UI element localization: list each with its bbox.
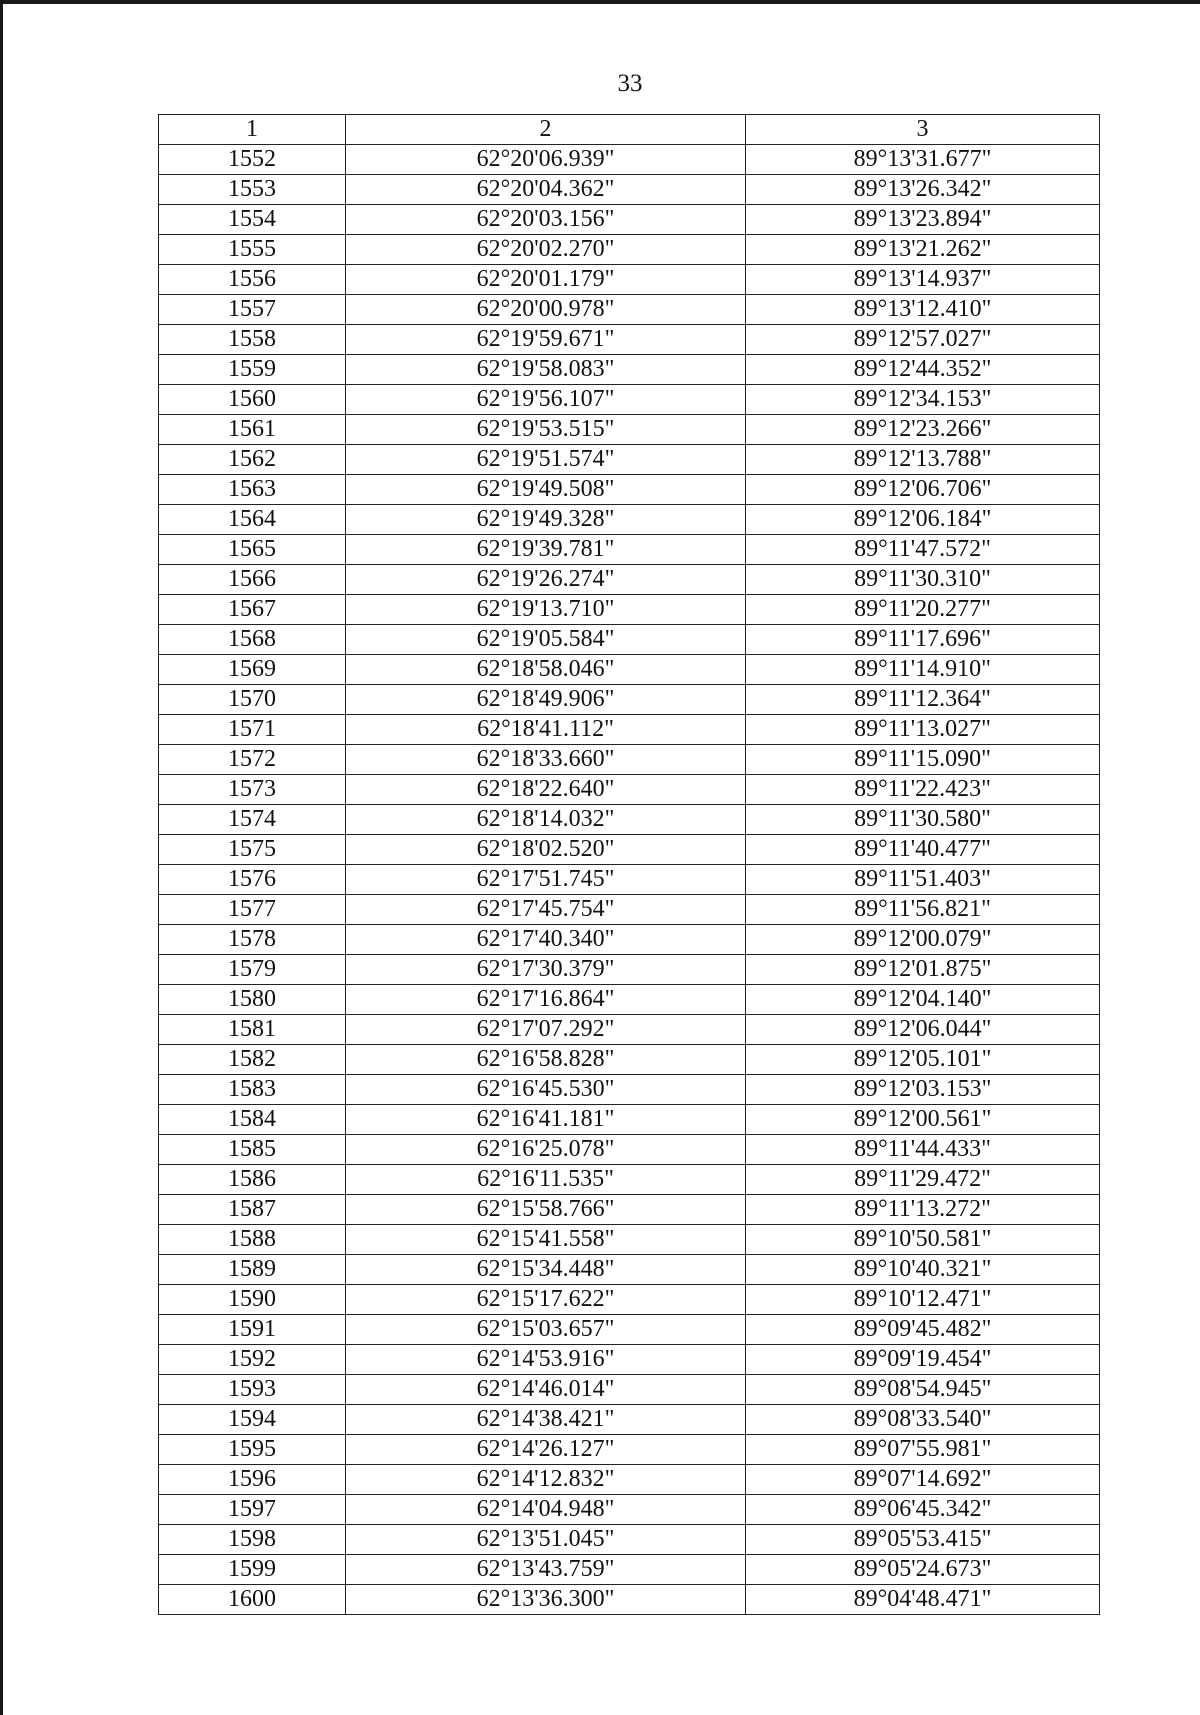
point-number-cell: 1571 <box>159 715 346 745</box>
latitude-cell: 62°15'41.558" <box>346 1225 746 1255</box>
point-number-cell: 1567 <box>159 595 346 625</box>
point-number-cell: 1581 <box>159 1015 346 1045</box>
point-number-cell: 1574 <box>159 805 346 835</box>
latitude-cell: 62°17'07.292" <box>346 1015 746 1045</box>
table-row <box>159 1045 1100 1075</box>
longitude-cell: 89°12'03.153" <box>746 1075 1100 1105</box>
latitude-cell: 62°20'02.270" <box>346 235 746 265</box>
scan-border-top <box>0 0 1200 4</box>
table-row <box>159 1495 1100 1525</box>
longitude-cell: 89°11'30.580" <box>746 805 1100 835</box>
column-header-2: 2 <box>346 115 746 145</box>
point-number-cell: 1580 <box>159 985 346 1015</box>
table-row <box>159 955 1100 985</box>
point-number-cell: 1576 <box>159 865 346 895</box>
table-row <box>159 655 1100 685</box>
latitude-cell: 62°13'51.045" <box>346 1525 746 1555</box>
point-number-cell: 1589 <box>159 1255 346 1285</box>
point-number-cell: 1564 <box>159 505 346 535</box>
longitude-cell: 89°05'53.415" <box>746 1525 1100 1555</box>
latitude-cell: 62°18'33.660" <box>346 745 746 775</box>
latitude-cell: 62°14'04.948" <box>346 1495 746 1525</box>
longitude-cell: 89°11'30.310" <box>746 565 1100 595</box>
point-number-cell: 1560 <box>159 385 346 415</box>
table-row <box>159 625 1100 655</box>
point-number-cell: 1575 <box>159 835 346 865</box>
table-row <box>159 355 1100 385</box>
longitude-cell: 89°12'00.079" <box>746 925 1100 955</box>
longitude-cell: 89°10'40.321" <box>746 1255 1100 1285</box>
latitude-cell: 62°18'41.112" <box>346 715 746 745</box>
table-row <box>159 865 1100 895</box>
longitude-cell: 89°11'56.821" <box>746 895 1100 925</box>
longitude-cell: 89°07'14.692" <box>746 1465 1100 1495</box>
longitude-cell: 89°09'19.454" <box>746 1345 1100 1375</box>
point-number-cell: 1579 <box>159 955 346 985</box>
table-row <box>159 1405 1100 1435</box>
longitude-cell: 89°12'44.352" <box>746 355 1100 385</box>
table-row <box>159 535 1100 565</box>
point-number-cell: 1555 <box>159 235 346 265</box>
latitude-cell: 62°14'46.014" <box>346 1375 746 1405</box>
point-number-cell: 1572 <box>159 745 346 775</box>
point-number-cell: 1578 <box>159 925 346 955</box>
point-number-cell: 1556 <box>159 265 346 295</box>
point-number-cell: 1590 <box>159 1285 346 1315</box>
point-number-cell: 1553 <box>159 175 346 205</box>
table-row <box>159 595 1100 625</box>
latitude-cell: 62°15'58.766" <box>346 1195 746 1225</box>
latitude-cell: 62°16'45.530" <box>346 1075 746 1105</box>
latitude-cell: 62°16'11.535" <box>346 1165 746 1195</box>
header-row <box>159 115 1100 145</box>
longitude-cell: 89°10'50.581" <box>746 1225 1100 1255</box>
longitude-cell: 89°11'15.090" <box>746 745 1100 775</box>
coordinates-table <box>158 114 1100 1615</box>
point-number-cell: 1597 <box>159 1495 346 1525</box>
longitude-cell: 89°08'33.540" <box>746 1405 1100 1435</box>
table-row <box>159 685 1100 715</box>
point-number-cell: 1582 <box>159 1045 346 1075</box>
latitude-cell: 62°18'49.906" <box>346 685 746 715</box>
longitude-cell: 89°11'29.472" <box>746 1165 1100 1195</box>
table-row <box>159 235 1100 265</box>
longitude-cell: 89°12'34.153" <box>746 385 1100 415</box>
longitude-cell: 89°04'48.471" <box>746 1585 1100 1615</box>
point-number-cell: 1587 <box>159 1195 346 1225</box>
table-row <box>159 1015 1100 1045</box>
table-row <box>159 205 1100 235</box>
point-number-cell: 1559 <box>159 355 346 385</box>
longitude-cell: 89°11'47.572" <box>746 535 1100 565</box>
longitude-cell: 89°11'40.477" <box>746 835 1100 865</box>
longitude-cell: 89°11'51.403" <box>746 865 1100 895</box>
longitude-cell: 89°12'06.706" <box>746 475 1100 505</box>
point-number-cell: 1584 <box>159 1105 346 1135</box>
latitude-cell: 62°17'30.379" <box>346 955 746 985</box>
table-row <box>159 775 1100 805</box>
point-number-cell: 1566 <box>159 565 346 595</box>
longitude-cell: 89°13'23.894" <box>746 205 1100 235</box>
latitude-cell: 62°14'53.916" <box>346 1345 746 1375</box>
longitude-cell: 89°12'57.027" <box>746 325 1100 355</box>
latitude-cell: 62°16'58.828" <box>346 1045 746 1075</box>
longitude-cell: 89°11'17.696" <box>746 625 1100 655</box>
latitude-cell: 62°19'26.274" <box>346 565 746 595</box>
table-row <box>159 505 1100 535</box>
table-row <box>159 1345 1100 1375</box>
latitude-cell: 62°16'25.078" <box>346 1135 746 1165</box>
latitude-cell: 62°14'12.832" <box>346 1465 746 1495</box>
longitude-cell: 89°11'14.910" <box>746 655 1100 685</box>
table-row <box>159 1585 1100 1615</box>
longitude-cell: 89°08'54.945" <box>746 1375 1100 1405</box>
table-row <box>159 1255 1100 1285</box>
point-number-cell: 1577 <box>159 895 346 925</box>
table-row <box>159 1315 1100 1345</box>
table-row <box>159 295 1100 325</box>
table-row <box>159 1075 1100 1105</box>
latitude-cell: 62°20'04.362" <box>346 175 746 205</box>
latitude-cell: 62°15'34.448" <box>346 1255 746 1285</box>
point-number-cell: 1561 <box>159 415 346 445</box>
table-row <box>159 1285 1100 1315</box>
table-row <box>159 715 1100 745</box>
table-row <box>159 985 1100 1015</box>
latitude-cell: 62°19'51.574" <box>346 445 746 475</box>
table-row <box>159 475 1100 505</box>
table-row <box>159 445 1100 475</box>
latitude-cell: 62°18'22.640" <box>346 775 746 805</box>
point-number-cell: 1563 <box>159 475 346 505</box>
latitude-cell: 62°18'58.046" <box>346 655 746 685</box>
longitude-cell: 89°11'22.423" <box>746 775 1100 805</box>
point-number-cell: 1557 <box>159 295 346 325</box>
longitude-cell: 89°13'21.262" <box>746 235 1100 265</box>
page-number: 33 <box>617 70 643 97</box>
table-row <box>159 175 1100 205</box>
longitude-cell: 89°12'06.184" <box>746 505 1100 535</box>
longitude-cell: 89°12'01.875" <box>746 955 1100 985</box>
scan-border-left <box>0 0 3 1715</box>
table-row <box>159 1375 1100 1405</box>
point-number-cell: 1570 <box>159 685 346 715</box>
latitude-cell: 62°17'45.754" <box>346 895 746 925</box>
latitude-cell: 62°17'51.745" <box>346 865 746 895</box>
latitude-cell: 62°19'59.671" <box>346 325 746 355</box>
longitude-cell: 89°07'55.981" <box>746 1435 1100 1465</box>
table-row <box>159 565 1100 595</box>
table-row <box>159 385 1100 415</box>
longitude-cell: 89°12'13.788" <box>746 445 1100 475</box>
longitude-cell: 89°12'00.561" <box>746 1105 1100 1135</box>
table-row <box>159 1135 1100 1165</box>
table-row <box>159 805 1100 835</box>
point-number-cell: 1552 <box>159 145 346 175</box>
longitude-cell: 89°13'14.937" <box>746 265 1100 295</box>
longitude-cell: 89°11'13.272" <box>746 1195 1100 1225</box>
point-number-cell: 1569 <box>159 655 346 685</box>
point-number-cell: 1558 <box>159 325 346 355</box>
latitude-cell: 62°18'02.520" <box>346 835 746 865</box>
latitude-cell: 62°20'03.156" <box>346 205 746 235</box>
latitude-cell: 62°20'06.939" <box>346 145 746 175</box>
table-row <box>159 325 1100 355</box>
longitude-cell: 89°09'45.482" <box>746 1315 1100 1345</box>
table-row <box>159 415 1100 445</box>
longitude-cell: 89°10'12.471" <box>746 1285 1100 1315</box>
point-number-cell: 1568 <box>159 625 346 655</box>
point-number-cell: 1598 <box>159 1525 346 1555</box>
latitude-cell: 62°17'16.864" <box>346 985 746 1015</box>
point-number-cell: 1596 <box>159 1465 346 1495</box>
point-number-cell: 1585 <box>159 1135 346 1165</box>
table-row <box>159 1195 1100 1225</box>
point-number-cell: 1565 <box>159 535 346 565</box>
latitude-cell: 62°19'53.515" <box>346 415 746 445</box>
table-row <box>159 1435 1100 1465</box>
table-row <box>159 1555 1100 1585</box>
latitude-cell: 62°20'01.179" <box>346 265 746 295</box>
point-number-cell: 1599 <box>159 1555 346 1585</box>
point-number-cell: 1586 <box>159 1165 346 1195</box>
latitude-cell: 62°13'43.759" <box>346 1555 746 1585</box>
longitude-cell: 89°13'26.342" <box>746 175 1100 205</box>
longitude-cell: 89°11'12.364" <box>746 685 1100 715</box>
longitude-cell: 89°12'23.266" <box>746 415 1100 445</box>
latitude-cell: 62°17'40.340" <box>346 925 746 955</box>
latitude-cell: 62°19'13.710" <box>346 595 746 625</box>
table-row <box>159 1105 1100 1135</box>
point-number-cell: 1594 <box>159 1405 346 1435</box>
latitude-cell: 62°19'49.508" <box>346 475 746 505</box>
latitude-cell: 62°14'26.127" <box>346 1435 746 1465</box>
latitude-cell: 62°16'41.181" <box>346 1105 746 1135</box>
longitude-cell: 89°13'12.410" <box>746 295 1100 325</box>
table-row <box>159 925 1100 955</box>
latitude-cell: 62°19'49.328" <box>346 505 746 535</box>
longitude-cell: 89°11'44.433" <box>746 1135 1100 1165</box>
longitude-cell: 89°06'45.342" <box>746 1495 1100 1525</box>
point-number-cell: 1592 <box>159 1345 346 1375</box>
latitude-cell: 62°18'14.032" <box>346 805 746 835</box>
table-row <box>159 1225 1100 1255</box>
point-number-cell: 1573 <box>159 775 346 805</box>
table-row <box>159 895 1100 925</box>
latitude-cell: 62°19'39.781" <box>346 535 746 565</box>
table-header <box>159 115 1100 145</box>
latitude-cell: 62°19'56.107" <box>346 385 746 415</box>
point-number-cell: 1588 <box>159 1225 346 1255</box>
table-row <box>159 745 1100 775</box>
point-number-cell: 1583 <box>159 1075 346 1105</box>
table-row <box>159 265 1100 295</box>
table-row <box>159 1525 1100 1555</box>
point-number-cell: 1595 <box>159 1435 346 1465</box>
table-row <box>159 145 1100 175</box>
column-header-1: 1 <box>159 115 346 145</box>
latitude-cell: 62°19'58.083" <box>346 355 746 385</box>
latitude-cell: 62°13'36.300" <box>346 1585 746 1615</box>
point-number-cell: 1600 <box>159 1585 346 1615</box>
longitude-cell: 89°11'20.277" <box>746 595 1100 625</box>
longitude-cell: 89°12'04.140" <box>746 985 1100 1015</box>
latitude-cell: 62°19'05.584" <box>346 625 746 655</box>
column-header-3: 3 <box>746 115 1100 145</box>
longitude-cell: 89°12'06.044" <box>746 1015 1100 1045</box>
table-body <box>159 145 1100 1615</box>
point-number-cell: 1554 <box>159 205 346 235</box>
table-row <box>159 1465 1100 1495</box>
longitude-cell: 89°11'13.027" <box>746 715 1100 745</box>
latitude-cell: 62°15'17.622" <box>346 1285 746 1315</box>
latitude-cell: 62°20'00.978" <box>346 295 746 325</box>
table-row <box>159 1165 1100 1195</box>
latitude-cell: 62°14'38.421" <box>346 1405 746 1435</box>
point-number-cell: 1591 <box>159 1315 346 1345</box>
longitude-cell: 89°05'24.673" <box>746 1555 1100 1585</box>
latitude-cell: 62°15'03.657" <box>346 1315 746 1345</box>
point-number-cell: 1562 <box>159 445 346 475</box>
longitude-cell: 89°12'05.101" <box>746 1045 1100 1075</box>
table-row <box>159 835 1100 865</box>
point-number-cell: 1593 <box>159 1375 346 1405</box>
longitude-cell: 89°13'31.677" <box>746 145 1100 175</box>
